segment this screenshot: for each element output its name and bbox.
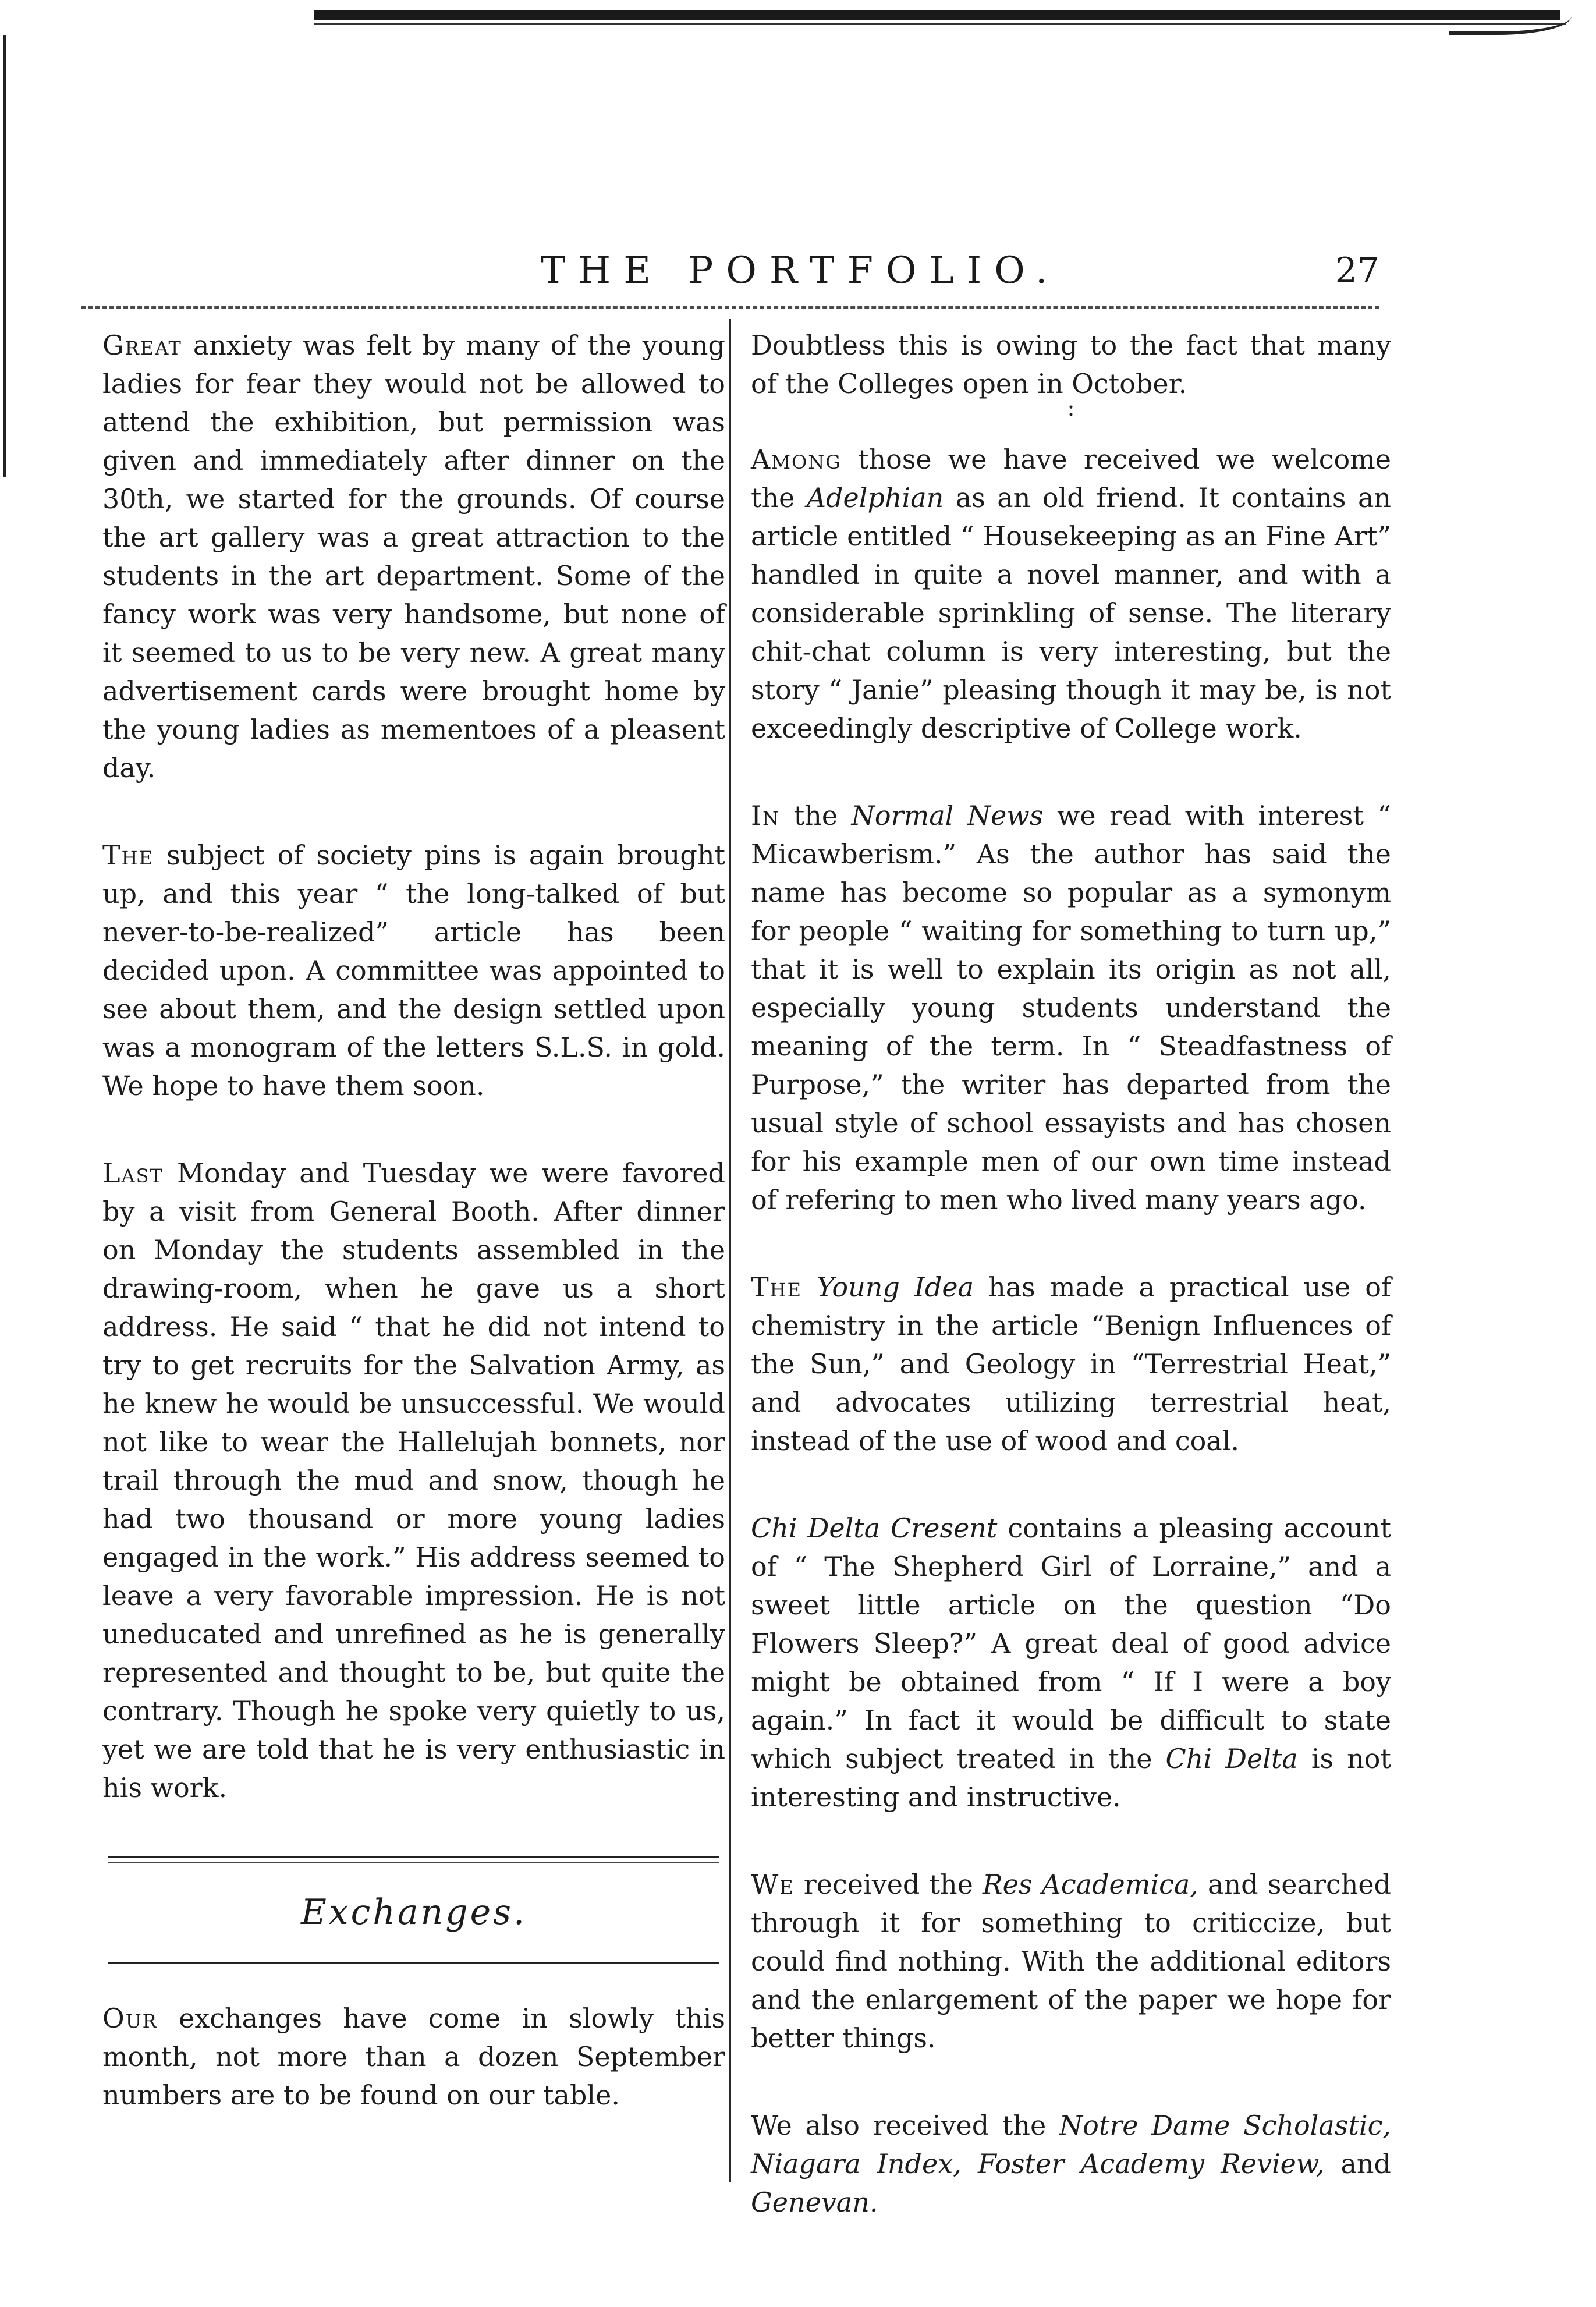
paragraph-text: and searched through it for something to criticcize, but could find nothing. With the additional editors and the enlargement of the paper we hope for better things.: [751, 1869, 1391, 2054]
publication-title: Chi Delta: [1165, 1743, 1298, 1774]
page-curl: [1449, 3, 1572, 35]
publication-title: Normal News: [851, 800, 1044, 831]
exchange-review-paragraph: [751, 796, 1391, 1219]
paragraph-text: the: [780, 800, 852, 831]
right-column: [751, 326, 1391, 2270]
paragraph-text: Monday and Tuesday we were favored by a visit from General Booth. After dinner on Monday the students assembled in the drawing-room, when he gave us a short address. He said “ that he did not intend to try to get recruits for the Salvation Army, as he knew he would be unsuccessful. We would not like to wear the Hallelujah bonnets, nor trail through the mud and snow, though he had two thousand or more young ladies engaged in the work.” His address seemed to leave a very favorable impression. He is not uneducated and unrefined as he is generally represented and thought to be, but quite the contrary. Though he spoke very quietly to us, yet we are told that he is very enthusiastic in his work.: [102, 1157, 725, 1803]
section-title-exchanges: Exchanges.: [300, 1892, 527, 1933]
lead-word: In: [751, 800, 781, 831]
section-rule-top: [108, 1856, 719, 1858]
top-edge-rule: [314, 10, 1560, 20]
paragraph-text: and: [1324, 2148, 1391, 2180]
paragraph-society-pins: [102, 836, 725, 1105]
paragraph-exhibition: [102, 326, 725, 787]
publication-title: Adelphian: [806, 482, 944, 513]
lead-word: The: [102, 839, 154, 871]
paragraph-text: those we have received we welcome the: [751, 444, 1391, 513]
paragraph-text: we read with interest “ Micawberism.” As the author has said the name has become so popular as a symonym for people “ waiting for something to turn up,” that it is well to explain its origin as not all, especially young students understand the meaning of the term. In “ Steadfastness of Purpose,” the writer has departed from the usual style of school essayists and has chosen for his example men of our own time instead of refering to men who lived many years ago.: [751, 800, 1391, 1215]
column-divider: [729, 319, 731, 2182]
section-rule-bottom: [108, 1962, 719, 1964]
top-edge-thin-rule: [314, 23, 1566, 25]
lead-word: We: [751, 1869, 795, 1900]
lead-word: Our: [102, 2003, 158, 2034]
exchange-review-paragraph: [751, 2106, 1391, 2221]
paragraph-text: We also received the: [751, 2110, 1059, 2141]
lead-word: Great: [102, 329, 182, 361]
paragraph-text: anxiety was felt by many of the young ladies for fear they would not be allowed to attend the exhibition, but permission was given and immediately after dinner on the 30th, we started for the grounds. Of course the art gallery was a great attraction to the students in the art department. Some of the fancy work was very handsome, but none of it seemed to us to be very new. A great many advertisement cards were brought home by the young ladies as mementoes of a pleasent day.: [102, 329, 725, 784]
publication-title: Res Academica,: [983, 1869, 1198, 1900]
paragraph-text: exchanges have come in slowly this month, not more than a dozen September numbers are to be found on our table.: [102, 2003, 725, 2111]
left-column: [102, 326, 725, 2163]
lead-word: Among: [751, 444, 842, 475]
left-edge-mark: [3, 35, 6, 477]
publication-title: Chi Delta Cresent: [751, 1512, 998, 1544]
paragraph-text: subject of society pins is again brought up, and this year “ the long-talked of but never-to-be-realized” article has been decided upon. A committee was appointed to see about them, and the design settled upon was a monogram of the letters S.L.S. in gold. We hope to have them soon.: [102, 839, 725, 1101]
paragraph-general-booth: [102, 1154, 725, 1807]
paragraph-text: [802, 1271, 817, 1303]
lead-word: Last: [102, 1157, 164, 1189]
running-header: THE PORTFOLIO.: [540, 249, 1061, 292]
paragraph-text: received the: [794, 1869, 983, 1900]
paragraph-text: contains a pleasing account of “ The Shepherd Girl of Lorraine,” and a sweet little article on the question “Do Flowers Sleep?” A great deal of good advice might be obtained from “ If I were a boy again.” In fact it would be difficult to state which subject treated in the: [751, 1512, 1391, 1774]
paragraph-text: has made a practical use of chemistry in the article “Benign Influences of the Sun,” and Geology in “Terrestrial Heat,” and advocates utilizing terrestrial heat, instead of the use of wood and coal.: [751, 1271, 1392, 1457]
exchange-reviews: [751, 440, 1391, 2221]
paragraph-text: is not interesting and instructive.: [751, 1743, 1391, 1813]
continuation-mark: :: [1067, 395, 1075, 421]
exchange-review-paragraph: [751, 440, 1391, 747]
paragraph-text: as an old friend. It contains an article entitled “ Housekeeping as an Fine Art” handled in quite a novel manner, and with a considerable sprinkling of sense. The literary chit-chat column is very interesting, but the story “ Janie” pleasing though it may be, is not exceedingly descriptive of College work.: [751, 482, 1391, 744]
paragraph-continuation: Doubtless this is owing to the fact that many of the Colleges open in October.: [751, 329, 1391, 399]
exchange-review-paragraph: [751, 1865, 1391, 2057]
header-rule: [81, 306, 1379, 309]
section-rule-top-thin: [108, 1862, 719, 1863]
exchange-review-paragraph: [751, 1509, 1391, 1816]
publication-title: Young Idea: [817, 1271, 974, 1303]
exchange-review-paragraph: [751, 1268, 1391, 1460]
page-number: 27: [1335, 250, 1379, 291]
publication-title: Genevan.: [751, 2186, 878, 2218]
lead-word: The: [751, 1271, 802, 1303]
paragraph-exchanges-intro: [102, 1999, 725, 2114]
publication-title: Notre Dame Scholastic, Niagara Index, Foster Academy Review,: [751, 2110, 1391, 2180]
